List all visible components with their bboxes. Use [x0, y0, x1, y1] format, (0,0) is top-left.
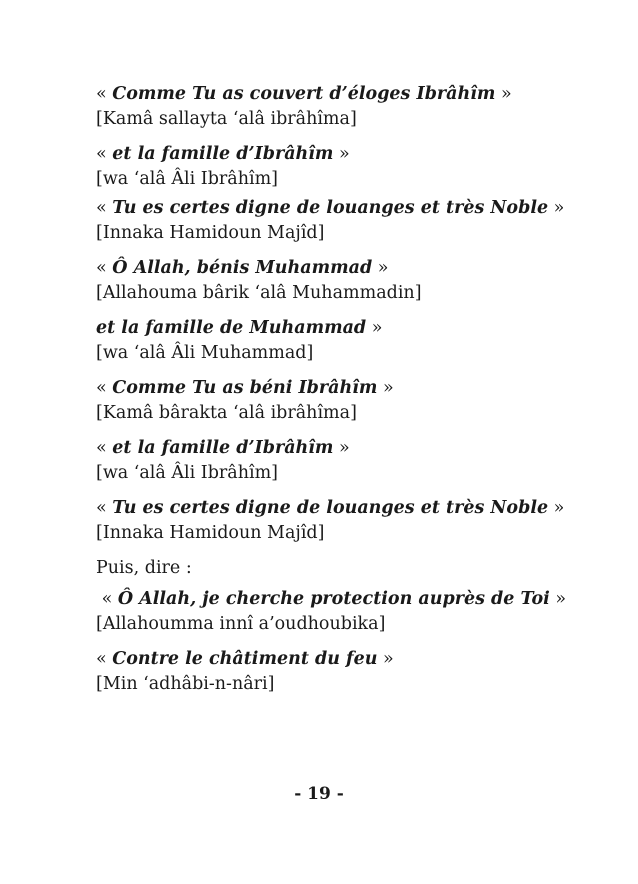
quote-text: et la famille d’Ibrâhîm	[112, 144, 334, 164]
transliteration-line: [Min ‘adhâbi-n-nâri]	[96, 674, 275, 694]
invocation-block	[96, 647, 556, 697]
instruction-text: Puis, dire :	[96, 558, 192, 578]
quote-line: « et la famille d’Ibrâhîm »	[96, 438, 350, 458]
transliteration-line: [Kamâ sallayta ‘alâ ibrâhîma]	[96, 109, 357, 129]
quote-line: « Tu es certes digne de louanges et très Noble »	[96, 498, 565, 518]
invocation-block	[96, 316, 556, 366]
quote-text: Ô Allah, bénis Muhammad	[112, 258, 373, 278]
quote-text: Tu es certes digne de louanges et très Noble	[112, 498, 549, 518]
transliteration-line: [Allahouma bârik ‘alâ Muhammadin]	[96, 283, 422, 303]
quote-line: « et la famille d’Ibrâhîm »	[96, 144, 350, 164]
instruction-block	[96, 556, 556, 581]
quote-text: et la famille d’Ibrâhîm	[112, 438, 334, 458]
invocation-block	[96, 142, 556, 192]
page-number: - 19 -	[294, 784, 344, 804]
page-content	[96, 82, 567, 707]
transliteration-line: [wa ‘alâ Âli Muhammad]	[96, 343, 314, 363]
transliteration-line: [Innaka Hamidoun Majîd]	[96, 223, 325, 243]
quote-line: « Tu es certes digne de louanges et très Noble »	[96, 198, 565, 218]
invocation-block	[96, 376, 556, 426]
quote-line: et la famille de Muhammad »	[96, 318, 383, 338]
invocation-block	[96, 82, 556, 132]
quote-line: « Contre le châtiment du feu »	[96, 649, 394, 669]
transliteration-line: [wa ‘alâ Âli Ibrâhîm]	[96, 463, 278, 483]
invocation-block	[96, 496, 565, 546]
quote-line: « Ô Allah, bénis Muhammad »	[96, 258, 389, 278]
quote-text: Comme Tu as couvert d’éloges Ibrâhîm	[112, 84, 496, 104]
quote-text: et la famille de Muhammad	[96, 318, 367, 338]
invocation-block	[96, 436, 556, 486]
quote-line: « Ô Allah, je cherche protection auprès de Toi »	[96, 589, 567, 609]
quote-line: « Comme Tu as couvert d’éloges Ibrâhîm »	[96, 84, 512, 104]
quote-text: Comme Tu as béni Ibrâhîm	[112, 378, 378, 398]
transliteration-line: [wa ‘alâ Âli Ibrâhîm]	[96, 169, 278, 189]
transliteration-line: [Kamâ bârakta ‘alâ ibrâhîma]	[96, 403, 357, 423]
invocation-block	[96, 587, 567, 637]
quote-text: Contre le châtiment du feu	[112, 649, 378, 669]
transliteration-line: [Allahoumma innî a’oudhoubika]	[96, 614, 386, 634]
quote-text: Ô Allah, je cherche protection auprès de Toi	[117, 589, 550, 609]
transliteration-line: [Innaka Hamidoun Majîd]	[96, 523, 325, 543]
quote-line: « Comme Tu as béni Ibrâhîm »	[96, 378, 394, 398]
quote-text: Tu es certes digne de louanges et très Noble	[112, 198, 549, 218]
invocation-block	[96, 256, 556, 306]
invocation-block	[96, 196, 565, 246]
